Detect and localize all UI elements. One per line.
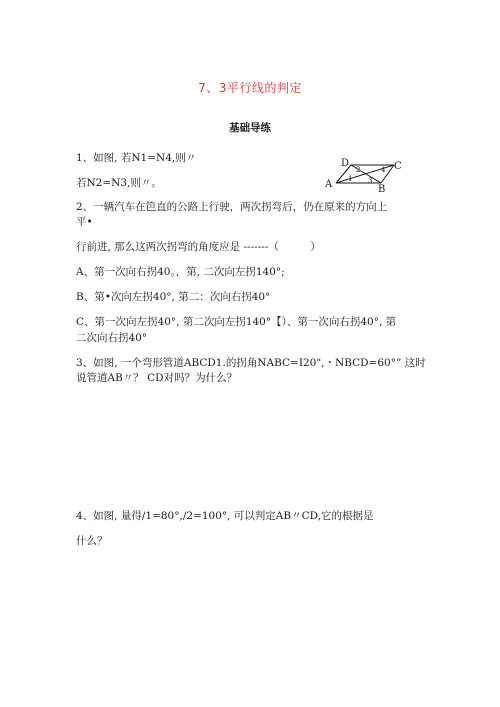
q2-line-2: 平• <box>76 216 93 228</box>
label-b: B <box>378 184 386 192</box>
q3-line-2: 说管道AB〃？ CD对吗？为什么？ <box>76 372 238 384</box>
q2-line-3: 行前进, 那么这两次拐弯的角度应是 -------（ ） <box>76 241 321 253</box>
q1-line-2: 若N2=N3,则〃。 <box>76 177 162 189</box>
section-subtitle: 基础导练 <box>229 122 271 134</box>
q2-option-a: A、第一次向右拐40。，第, 二次向左拐140°; <box>76 266 285 278</box>
page-title: 7、3平行线的判定 <box>198 81 302 95</box>
q2-option-c-cont: 二次向右拐40° <box>76 332 148 344</box>
parallelogram-figure <box>324 156 404 192</box>
q2-option-c: C、第一次向左拐40°, 第二次向左拐140°【）、第一次向右拐40°, 第 <box>76 316 397 328</box>
label-c: C <box>394 161 402 172</box>
angle-label-1: 1 <box>348 175 353 183</box>
angle-label-3: 3 <box>368 177 373 185</box>
angle-label-4: 4 <box>381 166 386 174</box>
q2-option-b: B、第•次向左拐40°, 第二：次向右拐40° <box>76 291 271 303</box>
label-d: D <box>341 158 350 169</box>
q1-line-1: 1、如图, 若N1=N4,则〃 <box>76 152 197 164</box>
label-a: A <box>325 179 333 190</box>
q2-line-1: 2、一辆汽车在笆直的公路上行驶，两次拐弯后，仍在原来的方向上 <box>76 201 388 213</box>
q3-line-1: 3、如图, 一个弯形管道ABCD1.的拐角NABC=I20",・NBCD=60°” 这时 <box>76 357 426 369</box>
q4-line-1: 4、如图, 量得/1=80°,/2=100°, 可以判定AB〃CD,它的根据是 <box>76 510 374 522</box>
angle-label-2: 2 <box>356 166 361 174</box>
q4-line-2: 什么？ <box>76 535 108 547</box>
